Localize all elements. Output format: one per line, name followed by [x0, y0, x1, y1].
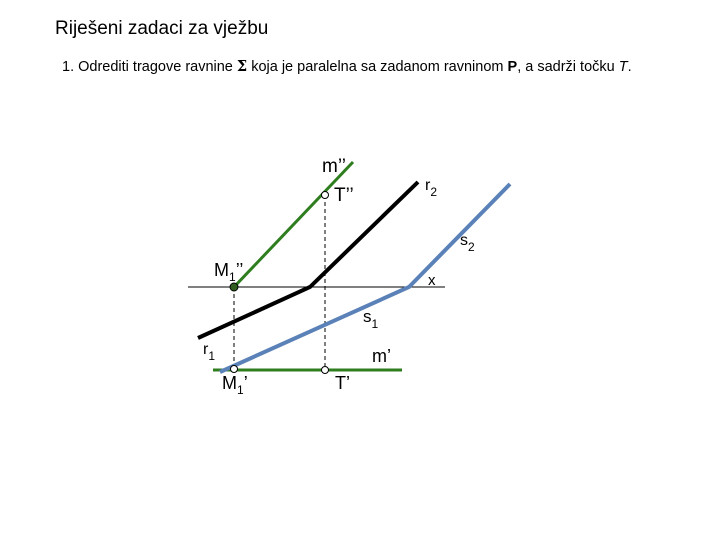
- plane-sigma-traces: [220, 184, 510, 372]
- label-r1-sub: 1: [208, 349, 216, 363]
- label-M12-prime: ’’: [235, 260, 244, 280]
- label-r2: [425, 177, 437, 199]
- plane-name: P: [507, 59, 518, 75]
- point-T1: [322, 367, 329, 374]
- label-M12-sub: 1: [229, 270, 236, 284]
- point-T2: [322, 192, 329, 199]
- point-name: T: [618, 59, 628, 75]
- label-M11-prime: ’: [243, 373, 248, 393]
- label-r2-sub: 2: [430, 185, 438, 199]
- label-M11: [222, 373, 248, 397]
- label-M11-sub: 1: [237, 383, 244, 397]
- label-r1: [203, 341, 215, 363]
- task-part2: koja je paralelna sa zadanom ravninom: [251, 59, 504, 75]
- label-T2: T’’: [334, 185, 354, 206]
- task-end: .: [627, 59, 632, 75]
- task-number: 1.: [62, 59, 75, 75]
- plane-P-traces: [198, 182, 418, 338]
- label-r2-letter: r: [425, 177, 431, 194]
- point-M11: [231, 366, 238, 373]
- point-M12: [230, 283, 238, 291]
- task-part3: , a sadrži točku: [517, 59, 615, 75]
- label-s1: [363, 307, 379, 331]
- sigma-symbol: Σ: [236, 58, 248, 75]
- label-T1: T’: [335, 373, 350, 393]
- label-m2: m’’: [322, 156, 346, 177]
- label-s1-sub: 1: [371, 317, 379, 331]
- label-M12-letter: M: [214, 260, 229, 280]
- label-s1-letter: s: [363, 307, 372, 326]
- task-part1: Odrediti tragove ravnine: [78, 59, 233, 75]
- label-x: x: [428, 272, 436, 289]
- label-M11-letter: M: [222, 373, 237, 393]
- page-title: Riješeni zadaci za vježbu: [55, 18, 269, 39]
- label-s2: [460, 232, 475, 254]
- label-r1-letter: r: [203, 341, 209, 358]
- label-s2-sub: 2: [468, 240, 475, 254]
- label-s2-letter: s: [460, 232, 468, 249]
- label-m1: m’: [372, 346, 391, 366]
- line-m2: [234, 162, 353, 287]
